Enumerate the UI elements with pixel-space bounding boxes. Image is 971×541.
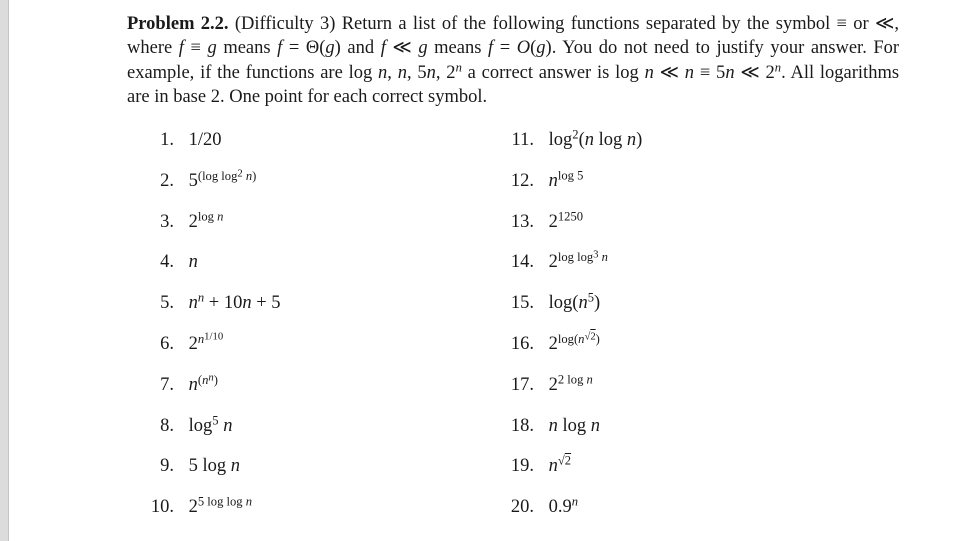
function-expression: $n^n + 10n + 5$ <box>188 290 281 314</box>
function-expression: $2^{5 log log n}$ <box>188 494 253 518</box>
item-number: 20. <box>510 497 534 518</box>
item-number: 13. <box>510 211 534 232</box>
function-list-right <box>498 128 878 536</box>
function-expression: n <box>188 252 198 273</box>
item-number: 8. <box>160 415 174 436</box>
item-number: 16. <box>510 333 534 354</box>
function-expression: 5 log n <box>188 456 241 477</box>
item-number: 18. <box>510 415 534 436</box>
item-number: 19. <box>510 456 534 477</box>
function-expression: $n^{(n^n)}$ <box>188 370 218 395</box>
item-number: 14. <box>510 252 534 273</box>
item-number: 12. <box>510 170 534 191</box>
function-expression: $2^{1250}$ <box>548 209 584 232</box>
problem-heading: Problem 2.2. <box>127 14 229 34</box>
function-item-7 <box>140 370 460 414</box>
math-f-bigo-g: f = O(g) <box>488 38 552 59</box>
item-number: 2. <box>160 170 174 191</box>
item-number: 11. <box>511 130 534 150</box>
problem-text-1: (Difficulty 3) Return a list of the following functions separated by the symbol ≡ or ≪, where <box>127 14 900 59</box>
function-item-15 <box>498 291 878 332</box>
problem-text-2: means <box>223 38 271 59</box>
math-example-answer: log n ≪ n ≡ 5n ≪ 2$^n$ <box>615 60 782 83</box>
function-expression: $2^{2 log n}$ <box>548 372 593 395</box>
item-number: 10. <box>150 497 174 518</box>
problem-statement: Problem 2.2. (Difficulty 3) Return a list of the following functions separated by the symbol ≡ or ≪, where f ≡ g means f = Θ(g) and f ≪ g means f = O(g). You do not need to justify your answer. For example, if the functions are log n, n, 5n, 2$^n$ a correct answer is log n ≪ n ≡ 5n ≪ 2$^n$. All logarithms are in base 2. One point for each correct symbol. <box>127 14 900 107</box>
function-expression: $2^{log(n^{√2})}$ <box>548 329 600 354</box>
item-number: 6. <box>160 333 174 354</box>
function-expression: $2^{n^{1/10}}$ <box>188 329 224 354</box>
function-item-6 <box>140 329 460 373</box>
function-item-10 <box>140 495 460 536</box>
math-example-functions: log n, n, 5n, 2$^n$ <box>348 60 462 83</box>
function-expression: $\log^2(n$ log n) <box>548 127 643 150</box>
item-number: 15. <box>510 293 534 314</box>
function-item-12 <box>498 169 878 210</box>
problem-text-3: and <box>347 38 375 59</box>
function-item-3 <box>140 210 460 251</box>
function-item-13 <box>498 210 878 251</box>
window-left-edge <box>0 0 9 541</box>
item-number: 5. <box>160 293 174 314</box>
item-number: 1. <box>160 130 174 150</box>
function-expression: $n^{√2}$ <box>548 454 572 477</box>
item-number: 7. <box>160 374 174 395</box>
problem-text-6: a correct answer is <box>467 62 610 83</box>
problem-text-7: . All logarithms are in base 2. One point for each correct symbol. <box>127 62 900 107</box>
function-item-5 <box>140 291 460 332</box>
function-item-18 <box>498 414 878 455</box>
function-expression: $5^{(log log^2 n)}$ <box>188 166 257 191</box>
function-expression: 0.9$^n$ <box>548 494 579 518</box>
math-f-theta-g: f = Θ(g) <box>277 38 341 59</box>
math-f-ll-g: f ≪ g <box>380 38 428 59</box>
function-item-11 <box>498 128 878 169</box>
function-expression: 1/20 <box>188 130 222 150</box>
function-item-20 <box>498 495 878 536</box>
problem-text-4: means <box>434 38 482 59</box>
function-item-2 <box>140 166 460 210</box>
function-expression: $\log^5 n$ <box>188 413 233 436</box>
function-item-19 <box>498 454 878 495</box>
problem-text-5: . You do not need to justify your answer. For example, if the functions are <box>127 38 900 83</box>
function-item-9 <box>140 454 460 495</box>
function-list-left <box>140 128 460 536</box>
function-expression: $2^{log n}$ <box>188 209 224 232</box>
function-item-8 <box>140 414 460 455</box>
item-number: 17. <box>510 374 534 395</box>
function-item-1 <box>140 128 460 169</box>
function-item-4 <box>140 250 460 291</box>
function-item-17 <box>498 373 878 414</box>
function-item-14 <box>498 250 878 291</box>
function-item-16 <box>498 329 878 373</box>
function-expression: $\log(n^5)$ <box>548 290 601 314</box>
function-expression: $2^{log log^3 n}$ <box>548 248 608 273</box>
math-f-equiv-g: f <box>178 38 184 59</box>
item-number: 3. <box>160 211 174 232</box>
function-expression: n log n <box>548 415 601 436</box>
function-expression: $n^{log 5}$ <box>548 168 584 191</box>
item-number: 9. <box>160 456 174 477</box>
item-number: 4. <box>160 252 174 273</box>
